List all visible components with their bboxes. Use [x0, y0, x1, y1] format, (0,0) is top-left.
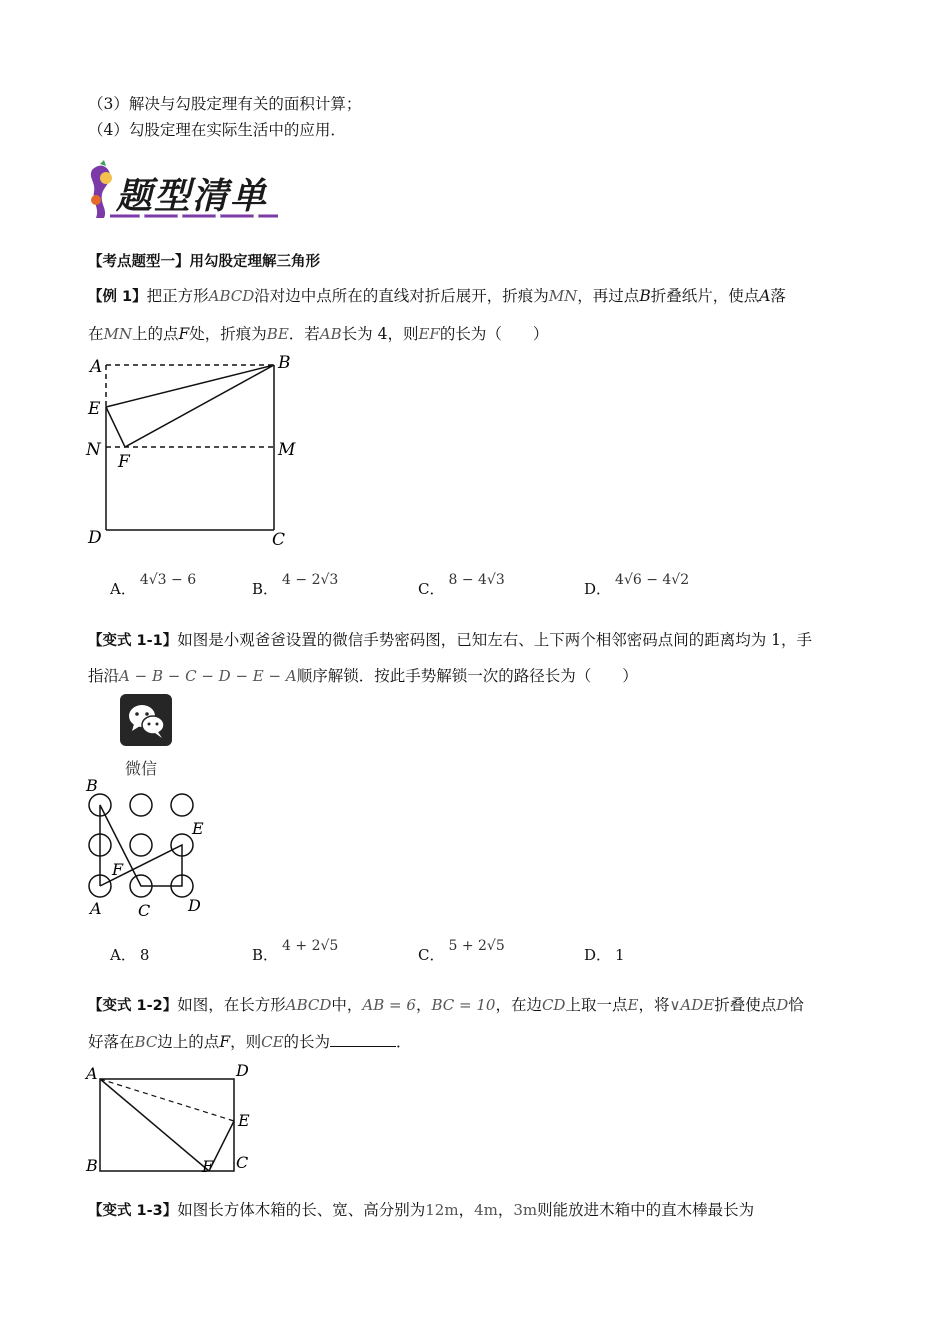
intro-item-4: （4）勾股定理在实际生活中的应用． — [88, 121, 346, 139]
label-C: C — [272, 530, 286, 550]
v12-math: ABCD — [285, 996, 332, 1014]
g-label-E: E — [192, 819, 204, 838]
choice-letter: C． — [418, 946, 445, 964]
v12-math: CE — [261, 1033, 284, 1051]
v13-text: 则能放进木箱中的直木棒最长为 — [537, 1201, 755, 1219]
ex1-choice-d[interactable] — [584, 572, 690, 599]
variant1-2-figure — [82, 1060, 272, 1180]
v11-text: 顺序解锁．按此手势解锁一次的路径长为（ ） — [296, 667, 638, 685]
label-E: E — [88, 399, 101, 419]
ex1-math: AB — [319, 325, 342, 343]
v12-text: 的长为 — [283, 1033, 331, 1051]
variant1-2-line1 — [88, 993, 804, 1015]
choice-letter: A． — [110, 580, 136, 598]
banner-title: 题型清单 — [116, 175, 269, 217]
v12-text: ，将 — [638, 996, 670, 1014]
example1-tag: 【例 1】 — [88, 289, 147, 305]
v11-choice-d[interactable] — [584, 944, 625, 965]
ex1-text: ．若 — [288, 325, 320, 343]
choice-letter: C． — [418, 580, 445, 598]
ex1-math: MN — [103, 325, 132, 343]
g-label-A: A — [90, 899, 102, 918]
example1-line2 — [88, 322, 548, 344]
ex1-text: 处，折痕为 — [189, 325, 267, 343]
label-N: N — [86, 440, 101, 460]
variant1-3-line1 — [88, 1198, 754, 1220]
ex1-choice-b[interactable] — [252, 572, 339, 599]
v11-choice-b[interactable] — [252, 938, 339, 965]
v12-text: 上取一点 — [565, 996, 628, 1014]
choice-value: 5 + 2√5 — [448, 938, 505, 954]
v11-choice-a[interactable] — [110, 944, 149, 965]
example1-line1 — [88, 284, 786, 306]
v11-text: 如图是小观爸爸设置的微信手势密码图，已知左右、上下两个相邻密码点间的距离均为 1，手 — [177, 631, 813, 649]
v12-text: 折叠使点 — [714, 996, 777, 1014]
g-label-D: D — [188, 896, 201, 915]
v12-text: 如图，在长方形 — [177, 996, 286, 1014]
choice-value: 4√6 − 4√2 — [615, 572, 690, 588]
ex1-text: 上的点 — [132, 325, 179, 343]
v12-math: ∨ADE — [669, 996, 715, 1014]
v13-math: 12m — [425, 1201, 459, 1219]
v12-math: D — [776, 996, 789, 1014]
ex1-text: ，再过点 — [577, 287, 640, 305]
ex1-choice-a[interactable] — [110, 572, 197, 599]
ex1-text: 的长为（ ） — [439, 325, 549, 343]
v11-choice-c[interactable] — [418, 938, 505, 965]
intro-item-3: （3）解决与勾股定理有关的面积计算； — [88, 95, 362, 113]
v12-text: ，在边 — [495, 996, 542, 1014]
variant1-1-tag: 【变式 1-1】 — [88, 633, 178, 649]
v12-math: BC = 10 — [431, 996, 496, 1014]
variant1-3-tag: 【变式 1-3】 — [88, 1203, 178, 1219]
g-label-B: B — [86, 776, 98, 795]
v12-math: BC — [134, 1033, 158, 1051]
v13-text: ， — [497, 1201, 514, 1219]
choice-value: 8 — [139, 946, 150, 964]
dot-2-2 — [130, 834, 152, 856]
g-label-F: F — [112, 860, 124, 879]
r-label-E: E — [238, 1111, 250, 1130]
ex1-var: F — [178, 325, 190, 343]
v13-math: 4m — [474, 1201, 498, 1219]
label-B: B — [278, 353, 291, 373]
example1-figure — [80, 350, 310, 550]
v12-var: F — [219, 1033, 231, 1051]
ex1-text: 长为 4，则 — [341, 325, 419, 343]
choice-value: 1 — [615, 946, 625, 964]
v13-text: 如图长方体木箱的长、宽、高分别为 — [177, 1201, 426, 1219]
r-label-C: C — [236, 1153, 249, 1172]
ex1-text: 折叠纸片，使点 — [650, 287, 760, 305]
gesture-figure — [80, 776, 220, 921]
v12-math: AB = 6 — [362, 996, 416, 1014]
choice-letter: A． — [110, 946, 136, 964]
choice-value: 8 − 4√3 — [448, 572, 505, 588]
variant1-2-line2 — [88, 1030, 412, 1052]
v12-text: 恰 — [788, 996, 804, 1014]
ex1-math: BE — [266, 325, 289, 343]
choice-letter: B． — [252, 946, 279, 964]
v12-text: ，则 — [230, 1033, 262, 1051]
v12-text: 好落在 — [88, 1033, 135, 1051]
answer-blank[interactable] — [330, 1032, 396, 1047]
variant1-2-tag: 【变式 1-2】 — [88, 998, 178, 1014]
v11-math: A − B − C − D − E − A — [119, 667, 297, 685]
v12-math: E — [627, 996, 639, 1014]
ex1-math: EF — [418, 325, 440, 343]
dot-1-3 — [171, 794, 193, 816]
section-heading: 【考点题型一】用勾股定理解三角形 — [88, 254, 320, 270]
v12-text: 中， — [331, 996, 363, 1014]
choice-letter: D． — [584, 580, 612, 598]
label-F: F — [118, 452, 130, 472]
v11-text: 指沿 — [88, 667, 120, 685]
wechat-icon — [120, 694, 172, 746]
ex1-text: 落 — [770, 287, 786, 305]
label-A: A — [90, 357, 103, 377]
ex1-var: A — [759, 287, 771, 305]
ex1-text: 把正方形 — [146, 287, 209, 305]
mascot-icon — [91, 160, 112, 218]
ex1-var: B — [639, 287, 651, 305]
r-label-F: F — [202, 1157, 214, 1176]
dot-1-2 — [130, 794, 152, 816]
wechat-label: 微信 — [125, 759, 158, 778]
ex1-math: MN — [548, 287, 578, 305]
label-M: M — [278, 440, 296, 460]
ex1-math: ABCD — [208, 287, 255, 305]
v13-text: ， — [458, 1201, 475, 1219]
choice-letter: D． — [584, 946, 612, 964]
v13-math: 3m — [513, 1201, 538, 1219]
choice-value: 4 − 2√3 — [282, 572, 339, 588]
variant1-1-line2 — [88, 664, 638, 686]
v12-text: 边上的点 — [157, 1033, 220, 1051]
ex1-choice-c[interactable] — [418, 572, 505, 599]
choice-value: 4 + 2√5 — [282, 938, 339, 954]
label-D: D — [88, 528, 102, 548]
ex1-text: 沿对边中点所在的直线对折后展开，折痕为 — [254, 287, 549, 305]
r-label-D: D — [236, 1061, 249, 1080]
g-label-C: C — [138, 901, 151, 920]
ex1-text: 在 — [88, 325, 104, 343]
choice-letter: B． — [252, 580, 279, 598]
v12-text: ． — [396, 1033, 412, 1051]
v12-math: CD — [541, 996, 566, 1014]
choice-value: 4√3 − 6 — [139, 572, 197, 588]
section-banner — [86, 160, 286, 224]
r-label-B: B — [86, 1156, 98, 1175]
variant1-1-line1 — [88, 628, 812, 650]
r-label-A: A — [86, 1064, 98, 1083]
v12-text: ， — [415, 996, 432, 1014]
